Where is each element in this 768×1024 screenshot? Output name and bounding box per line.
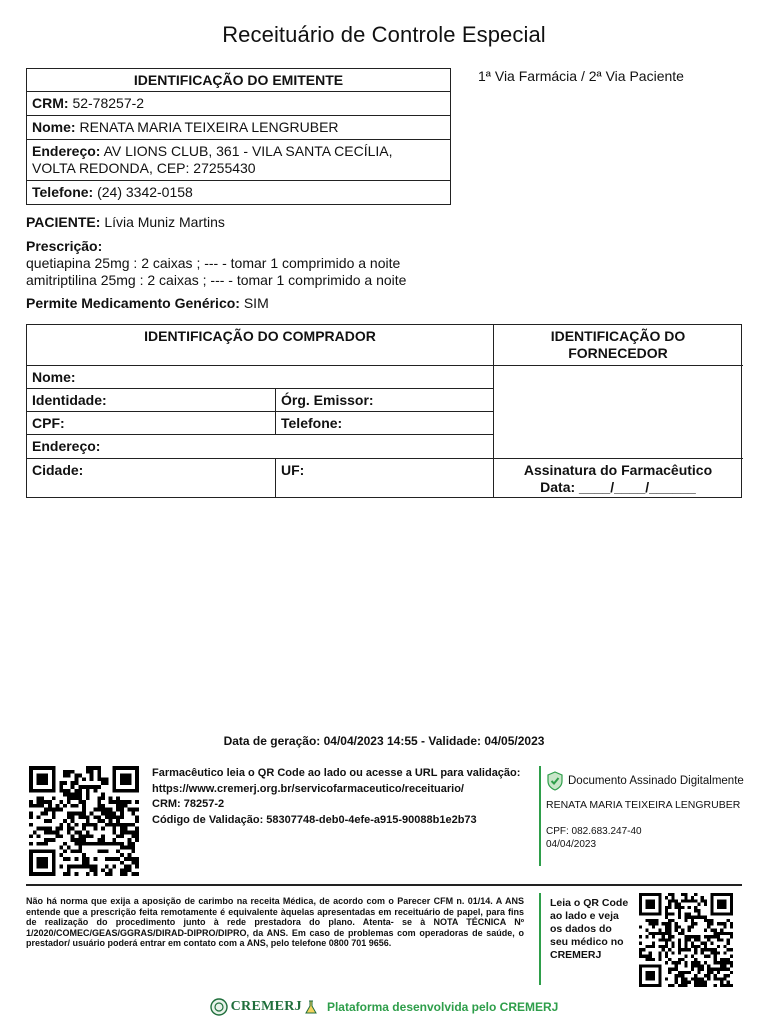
endereco-line-2: VOLTA REDONDA, CEP: 27255430 [32, 160, 256, 176]
flask-icon [305, 1000, 317, 1014]
farmaceutico-crm: CRM: 78257-2 [152, 798, 225, 810]
cremerj-logo [210, 998, 317, 1016]
fornecedor-header-line-1: IDENTIFICAÇÃO DO [550, 328, 686, 344]
generico-valor: SIM [243, 295, 269, 311]
cremerj-logo-text: CREMERJ [230, 999, 302, 1014]
comprador-orgao-label: Órg. Emissor: [281, 392, 374, 408]
comprador-header: IDENTIFICAÇÃO DO COMPRADOR [144, 328, 376, 344]
divider [539, 893, 541, 985]
assinatura-label: Assinatura do Farmacêutico [523, 462, 713, 478]
divider [26, 884, 742, 886]
legal-text: Não há norma que exija a aposição de carimbo na receita Médica, de acordo com o Parecer CFM n. 01/14. A ANS entende que a prescrição feita remotamente é equivalente àquelas apresentadas em receituário de papel, para fins de realização do procedimento junto à rede prestadora do plano. Atenta- se à NOTA TÉCNICA Nº 1/2020/COMEC/GEAS/GGRAS/DIRAD-DIPRO/DIPRO, da ANS. Em caso de problemas com operadoras de saúde, o prestador/ usuário poderá entrar em contato com a ANS, pelo telefone 0800 701 9656. [26, 896, 524, 949]
prescricao-item: quetiapina 25mg : 2 caixas ; --- - tomar 1 comprimido a noite [26, 255, 401, 271]
leia-qr-text: Leia o QR Code ao lado e veja os dados do seu médico no CREMERJ [550, 897, 629, 961]
cremerj-logo-icon [210, 998, 228, 1016]
generico [26, 295, 269, 311]
comprador-uf-label: UF: [281, 462, 305, 478]
comprador-identidade-label: Identidade: [32, 392, 107, 408]
qr-code-icon [638, 893, 734, 987]
assinatura-farmaceutico [493, 462, 743, 496]
prescricao-label: Prescrição: [26, 238, 103, 254]
divider [27, 388, 493, 389]
divider [27, 365, 493, 366]
nome-value: RENATA MARIA TEIXEIRA LENGRUBER [79, 119, 339, 135]
paciente-label: PACIENTE: [26, 214, 101, 230]
assinatura-digital-nome: RENATA MARIA TEIXEIRA LENGRUBER [546, 799, 741, 811]
comprador-nome-label: Nome: [32, 369, 76, 385]
nome-label: Nome: [32, 119, 76, 135]
emitente-telefone-row [27, 180, 450, 204]
emitente-box [26, 68, 451, 205]
comprador-telefone-label: Telefone: [281, 415, 343, 431]
divider [27, 411, 493, 412]
data-geracao: Data de geração: 04/04/2023 14:55 - Validade: 04/05/2023 [223, 734, 545, 748]
emitente-crm-row [27, 91, 450, 115]
telefone-label: Telefone: [32, 184, 94, 200]
comprador-cidade-label: Cidade: [32, 462, 84, 478]
page-title: Receituário de Controle Especial [222, 22, 546, 47]
endereco-label: Endereço: [32, 143, 101, 159]
divider [539, 766, 541, 866]
emitente-endereco-row [27, 139, 450, 180]
shield-check-icon [546, 771, 564, 791]
farmaceutico-instrucao: Farmacêutico leia o QR Code ao lado ou acesse a URL para validação: [152, 767, 521, 779]
telefone-value: (24) 3342-0158 [97, 184, 193, 200]
divider [27, 458, 743, 459]
emitente-nome-row [27, 115, 450, 139]
generico-label: Permite Medicamento Genérico: [26, 295, 240, 311]
assinatura-digital-titulo-row [546, 771, 744, 791]
emitente-header: IDENTIFICAÇÃO DO EMITENTE [133, 72, 344, 88]
codigo-validacao: Código de Validação: 58307748-deb0-4efe-a915-90088b1e2b73 [152, 813, 477, 826]
paciente [26, 214, 225, 230]
qr-code-icon [26, 766, 142, 876]
crm-label: CRM: [32, 95, 69, 111]
prescricao [26, 238, 406, 289]
assinatura-digital [546, 771, 744, 851]
plataforma-text: Plataforma desenvolvida pelo CREMERJ [326, 1000, 559, 1014]
divider [275, 388, 276, 435]
assinatura-data: Data: ____/____/______ [540, 479, 696, 495]
divider [275, 458, 276, 497]
comprador-endereco-label: Endereço: [32, 438, 101, 454]
comprador-fornecedor-table [26, 324, 742, 498]
prescricao-item: amitriptilina 25mg : 2 caixas ; --- - tomar 1 comprimido a noite [26, 272, 407, 288]
assinatura-digital-data: 04/04/2023 [546, 839, 597, 850]
assinatura-digital-cpf: CPF: 082.683.247-40 [546, 826, 642, 837]
endereco-line-1: AV LIONS CLUB, 361 - VILA SANTA CECÍLIA, [103, 143, 393, 159]
comprador-cpf-label: CPF: [32, 415, 65, 431]
divider [27, 434, 493, 435]
footer [0, 998, 768, 1016]
fornecedor-header-line-2: FORNECEDOR [568, 345, 668, 361]
paciente-nome: Lívia Muniz Martins [104, 214, 225, 230]
farmaceutico-info [152, 766, 520, 828]
divider [493, 365, 743, 366]
assinatura-digital-titulo: Documento Assinado Digitalmente [568, 775, 744, 787]
fornecedor-header [493, 328, 743, 362]
validacao-url[interactable]: https://www.cremerj.org.br/servicofarmaceutico/receituario/ [152, 782, 464, 795]
crm-value: 52-78257-2 [72, 95, 145, 111]
via-label: 1ª Via Farmácia / 2ª Via Paciente [478, 68, 684, 84]
